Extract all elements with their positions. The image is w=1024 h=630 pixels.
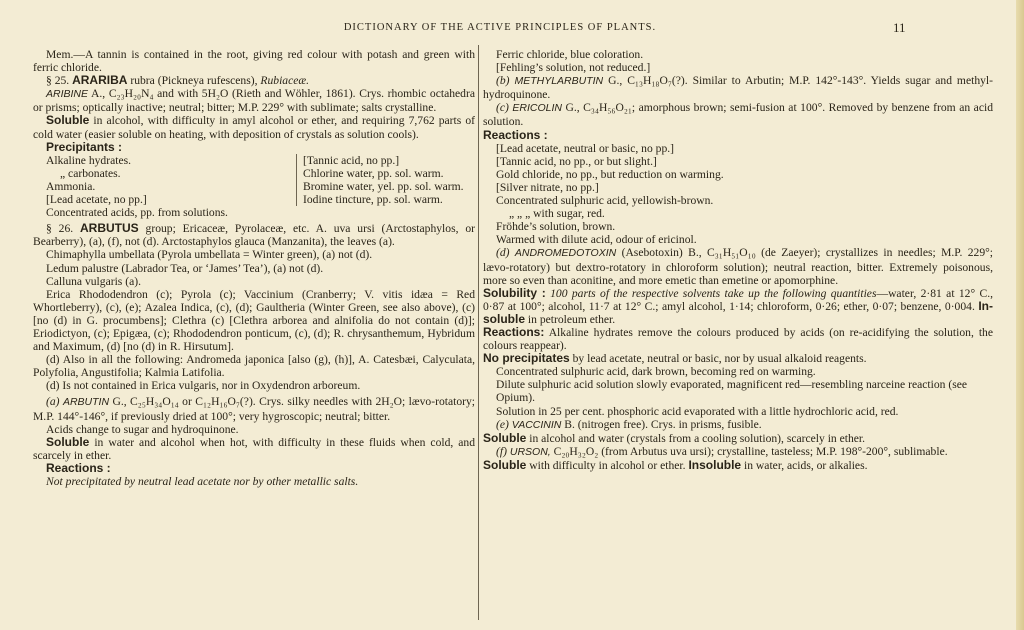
precipitants-heading: Precipitants : [46,139,123,154]
arariba-name: ARARIBA [72,73,128,88]
precipitants-table [33,154,475,206]
arbutus-name: ARBUTUS [80,221,139,236]
s26-line: Ledum palustre (Labrador Tea, or ‘James’ Tea’), (a) not (d). [46,261,324,275]
reaction-item: Gold chloride, no pp., but reduction on warming. [496,167,724,181]
s26-line: (d) Is not contained in Erica vulgaris, nor in Oxydendron arboreum. [46,379,361,393]
section-26-heading: § 26. ARBUTUS group; Ericaceæ, Pyrolaceæ, etc. A. uva ursi (Arctostaphylos, or Bearberry), (a), (f), not (d). Arctostaphylos glauca (Manzanita), the leaves (a). [33,221,475,249]
no-precipitates-paragraph: No precipitates by lead acetate, neutral or basic, nor by usual alkaloid reagents. [483,351,867,366]
reaction-item: Concentrated sulphuric acid, yellowish-brown. [496,194,714,208]
reactions-heading: Reactions : [46,460,111,475]
column-divider [478,45,479,620]
methylarbutin-entry: (b) METHYLARBUTIN G., C₁₃H₁₈O₇(?). Similar to Arbutin; M.P. 142°-143°. Yields sugar and methyl-hydroquinone. [483,74,993,102]
frohde-line: Fröhde’s solution, brown. [496,220,616,234]
dilute-line: Dilute sulphuric acid solution slowly evaporated, magnificent red—resembling narceine reaction (see Opium). [496,378,967,405]
left-column [33,48,475,488]
phos-line: Solution in 25 per cent. phosphoric acid evaporated with a little hydrochloric acid, red. [496,404,899,418]
aribine-name: ARIBINE [46,88,89,101]
urson-soluble: Soluble with difficulty in alcohol or ether. Insoluble in water, acids, or alkalies. [483,457,868,472]
arbutin-acids: Acids change to sugar and hydroquinone. [46,422,239,436]
aribine-entry: ARIBINE A., C₂₃H₂₀N₄ and with 5H₂O (Rieth and Wöhler, 1861). Crys. rhombic octahedra or prisms; optically inactive; neutral; bitter; M.P. 229° with sublimate; salts crystalline. [33,87,475,115]
andromedotoxin-name: ANDROMEDOTOXIN [514,247,617,260]
warmed-line: Warmed with dilute acid, odour of ericinol. [496,233,697,247]
reactions2-paragraph: Reactions: Alkaline hydrates remove the colours produced by acids (on re-acidifying the solution, the colours reappear). [483,324,993,353]
arbutin-entry: (a) ARBUTIN G., C₂₅H₃₄O₁₄ or C₁₂H₁₆O₇(?). Crys. silky needles with 2H₂O; lævo-rotatory; M.P. 144°-146°, if previously dried at 100°; very hygroscopic; neutral; bitter. [33,395,476,423]
precip-item: „ carbonates. [60,166,121,180]
urson-entry: (f) URSON, C₂₀H₃₂O₂ (from Arbutus uva ursi); crystalline, tasteless; M.P. 198°-200°, sublimable. [496,444,948,458]
s26-line: Erica Rhododendron (c); Pyrola (c); Vaccinium (Cranberry; V. vitis idæa = Red Whortleberry), (c), (e); Azalea Indica, (c), (d); Gaultheria (Winter Green, see also above), (c) [no (d) in G. procumbens]; Clethra (c) [Clethra arborea and alnifolia do not contain (d)]; Eriodictyon, (c); Epigæa, (c); Rhododendron ponticum, (c), (d); R. chrysanthemum, Hybridum and Maximum, (d) [no (d) in R. Hirsutum]. [33,287,475,354]
fehling-line: [Fehling’s solution, not reduced.] [496,61,651,75]
reactions-heading-right: Reactions : [483,127,548,142]
andromedotoxin-entry: (d) ANDROMEDOTOXIN (Asebotoxin) B., C₃₁H₅₁O₁₀ (de Zaeyer); crystallizes in needles; M.P. 229°; lævo-rotatory) but dextro-rotatory in chloroform solution); neutral reaction, bitter. Extremely poisonous, more so even than aconitine, and more emetic than emetine or apomorphine. [483,246,993,287]
page-edge [1016,0,1024,630]
precipitants-left [46,154,296,206]
right-column [483,48,993,472]
header-title: DICTIONARY OF THE ACTIVE PRINCIPLES OF PLANTS. [343,22,657,33]
precip-item: Bromine water, yel. pp. sol. warm. [303,179,464,193]
urson-name: URSON, [509,445,551,458]
reaction-item: [Tannic acid, no pp., or but slight.] [496,154,657,168]
s26-line: Calluna vulgaris (a). [46,274,141,288]
ericolin-entry: (c) ERICOLIN G., C₃₄H₅₆O₂₁; amorphous brown; semi-fusion at 100°. Removed by benzene from an acid solution. [483,101,993,129]
s26-line: Chimaphylla umbellata (Pyrola umbellata = Winter green), (a) not (d). [46,248,373,262]
precip-item: Chlorine water, pp. sol. warm. [303,166,444,180]
precipitants-right [296,154,475,206]
vaccinin-entry: (e) VACCININ B. (nitrogen free). Crys. in prisms, fusible. [496,417,762,431]
precip-item: [Lead acetate, no pp.] [46,193,147,207]
reactions-text: Not precipitated by neutral lead acetate nor by other metallic salts. [46,475,359,488]
section-25-heading: § 25. ARARIBA rubra (Pickneya rufescens), Rubiaceæ. [46,73,310,88]
vaccinin-name: VACCININ [511,418,562,431]
page-number: 11 [893,20,906,35]
precip-item: Ammonia. [46,179,96,193]
ferric-line: Ferric chloride, blue coloration. [496,48,644,61]
running-header [0,22,1024,38]
conc-line: Concentrated sulphuric acid, dark brown, becoming red on warming. [496,365,816,379]
arbutin-soluble: Soluble in water and alcohol when hot, with difficulty in these fluids when cold, and scarcely in ether. [33,434,475,462]
vaccinin-soluble: Soluble in alcohol and water (crystals from a cooling solution), scarcely in ether. [483,430,866,445]
s26-line: (d) Also in all the following: Andromeda japonica [also (g), (h)], A. Catesbæi, Calyculata, Polyfolia, Angustifolia; Kalmia Latifolia. [33,353,475,380]
reaction-item: [Silver nitrate, no pp.] [496,180,599,194]
ericolin-name: ERICOLIN [512,102,562,115]
ditto-line: „ „ „ with sugar, red. [509,207,605,221]
reaction-item: [Lead acetate, neutral or basic, no pp.] [496,141,675,155]
solubility-paragraph: Solubility : 100 parts of the respective solvents take up the following quantities—water, 2·81 at 12° C., 0·87 at 100°; alcohol, 11·7 at 12° C.; amyl alcohol, 1·14; chloroform, 0·26; ether, 0·07; benzene, 0·004. In-soluble in petroleum ether. [483,285,993,326]
aribine-soluble: Soluble in alcohol, with difficulty in amyl alcohol or ether, and requiring 7,762 parts of cold water (easier soluble on heating, with deposition of crystals as solution cools). [33,113,475,141]
methylarbutin-name: METHYLARBUTIN [514,75,604,88]
precip-item: [Tannic acid, no pp.] [303,153,400,167]
mem-paragraph: Mem.—A tannin is contained in the root, giving red colour with potash and green with ferric chloride. [33,48,475,75]
arbutin-name: ARBUTIN [62,396,110,409]
precip-item: Iodine tincture, pp. sol. warm. [303,193,443,207]
precip-item: Alkaline hydrates. [46,153,131,167]
precip-last: Concentrated acids, pp. from solutions. [46,206,228,220]
